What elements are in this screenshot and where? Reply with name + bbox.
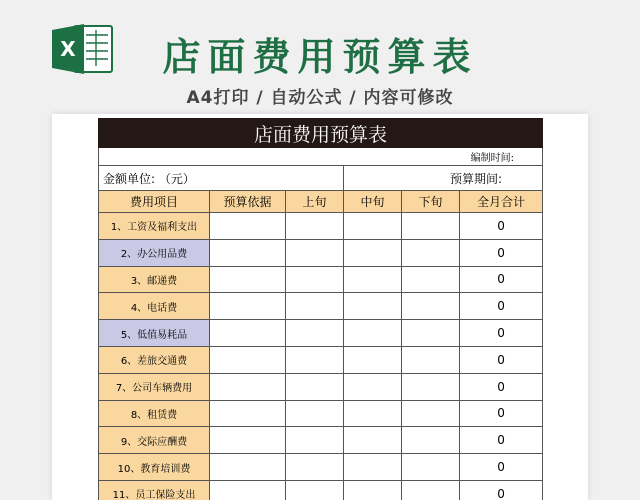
empty-cell[interactable] xyxy=(402,427,460,454)
excel-icon xyxy=(52,22,114,76)
amount-unit-label[interactable]: 金额单位: （元） xyxy=(99,166,344,191)
sheet-title[interactable]: 店面费用预算表 xyxy=(99,119,543,148)
budget-period-label[interactable]: 预算期间: xyxy=(344,166,543,191)
empty-cell[interactable] xyxy=(402,346,460,373)
empty-cell[interactable] xyxy=(344,239,402,266)
column-header[interactable]: 中旬 xyxy=(344,191,402,213)
empty-cell[interactable] xyxy=(344,400,402,427)
monthly-total-cell[interactable]: 0 xyxy=(460,239,543,266)
empty-cell[interactable] xyxy=(286,266,344,293)
empty-cell[interactable] xyxy=(402,293,460,320)
monthly-total-cell[interactable]: 0 xyxy=(460,293,543,320)
monthly-total-cell[interactable]: 0 xyxy=(460,427,543,454)
compiled-time-label[interactable]: 编制时间: xyxy=(99,148,543,166)
empty-cell[interactable] xyxy=(210,400,286,427)
expense-item-cell[interactable]: 2、办公用品费 xyxy=(99,239,210,266)
empty-cell[interactable] xyxy=(286,373,344,400)
table-row xyxy=(99,480,543,500)
table-row xyxy=(99,320,543,347)
empty-cell[interactable] xyxy=(286,346,344,373)
column-header[interactable]: 上旬 xyxy=(286,191,344,213)
empty-cell[interactable] xyxy=(210,213,286,240)
empty-cell[interactable] xyxy=(344,454,402,481)
monthly-total-cell[interactable]: 0 xyxy=(460,400,543,427)
empty-cell[interactable] xyxy=(210,266,286,293)
empty-cell[interactable] xyxy=(286,400,344,427)
empty-cell[interactable] xyxy=(402,239,460,266)
expense-item-cell[interactable]: 11、员工保险支出 xyxy=(99,480,210,500)
empty-cell[interactable] xyxy=(344,373,402,400)
page-title: 店面费用预算表 xyxy=(162,35,478,79)
empty-cell[interactable] xyxy=(286,427,344,454)
empty-cell[interactable] xyxy=(210,293,286,320)
table-row xyxy=(99,213,543,240)
table-row xyxy=(99,346,543,373)
budget-table xyxy=(98,118,543,500)
monthly-total-cell[interactable]: 0 xyxy=(460,266,543,293)
empty-cell[interactable] xyxy=(402,400,460,427)
table-row xyxy=(99,373,543,400)
monthly-total-cell[interactable]: 0 xyxy=(460,213,543,240)
empty-cell[interactable] xyxy=(344,213,402,240)
monthly-total-cell[interactable]: 0 xyxy=(460,373,543,400)
empty-cell[interactable] xyxy=(210,373,286,400)
column-header[interactable]: 费用项目 xyxy=(99,191,210,213)
table-row xyxy=(99,427,543,454)
empty-cell[interactable] xyxy=(286,239,344,266)
monthly-total-cell[interactable]: 0 xyxy=(460,320,543,347)
empty-cell[interactable] xyxy=(344,480,402,500)
empty-cell[interactable] xyxy=(344,346,402,373)
page-subtitle: A4打印 / 自动公式 / 内容可修改 xyxy=(186,88,454,108)
expense-item-cell[interactable]: 4、电话费 xyxy=(99,293,210,320)
table-row xyxy=(99,400,543,427)
column-header[interactable]: 全月合计 xyxy=(460,191,543,213)
expense-item-cell[interactable]: 6、差旅交通费 xyxy=(99,346,210,373)
svg-text:X: X xyxy=(60,37,76,61)
empty-cell[interactable] xyxy=(402,213,460,240)
monthly-total-cell[interactable]: 0 xyxy=(460,346,543,373)
empty-cell[interactable] xyxy=(286,293,344,320)
table-row xyxy=(99,239,543,266)
empty-cell[interactable] xyxy=(286,320,344,347)
table-row xyxy=(99,454,543,481)
empty-cell[interactable] xyxy=(344,266,402,293)
empty-cell[interactable] xyxy=(402,320,460,347)
monthly-total-cell[interactable]: 0 xyxy=(460,454,543,481)
empty-cell[interactable] xyxy=(210,480,286,500)
empty-cell[interactable] xyxy=(402,266,460,293)
empty-cell[interactable] xyxy=(344,427,402,454)
empty-cell[interactable] xyxy=(286,480,344,500)
expense-item-cell[interactable]: 3、邮递费 xyxy=(99,266,210,293)
empty-cell[interactable] xyxy=(402,373,460,400)
table-row xyxy=(99,293,543,320)
expense-item-cell[interactable]: 9、交际应酬费 xyxy=(99,427,210,454)
empty-cell[interactable] xyxy=(210,239,286,266)
empty-cell[interactable] xyxy=(344,293,402,320)
expense-item-cell[interactable]: 10、教育培训费 xyxy=(99,454,210,481)
table-row xyxy=(99,266,543,293)
column-header[interactable]: 预算依据 xyxy=(210,191,286,213)
empty-cell[interactable] xyxy=(210,320,286,347)
empty-cell[interactable] xyxy=(344,320,402,347)
empty-cell[interactable] xyxy=(210,346,286,373)
empty-cell[interactable] xyxy=(286,213,344,240)
empty-cell[interactable] xyxy=(210,427,286,454)
monthly-total-cell[interactable]: 0 xyxy=(460,480,543,500)
expense-item-cell[interactable]: 8、租赁费 xyxy=(99,400,210,427)
expense-item-cell[interactable]: 1、工资及福利支出 xyxy=(99,213,210,240)
empty-cell[interactable] xyxy=(402,480,460,500)
expense-item-cell[interactable]: 7、公司车辆费用 xyxy=(99,373,210,400)
empty-cell[interactable] xyxy=(402,454,460,481)
empty-cell[interactable] xyxy=(286,454,344,481)
column-header-row xyxy=(99,191,543,213)
empty-cell[interactable] xyxy=(210,454,286,481)
expense-item-cell[interactable]: 5、低值易耗品 xyxy=(99,320,210,347)
column-header[interactable]: 下旬 xyxy=(402,191,460,213)
